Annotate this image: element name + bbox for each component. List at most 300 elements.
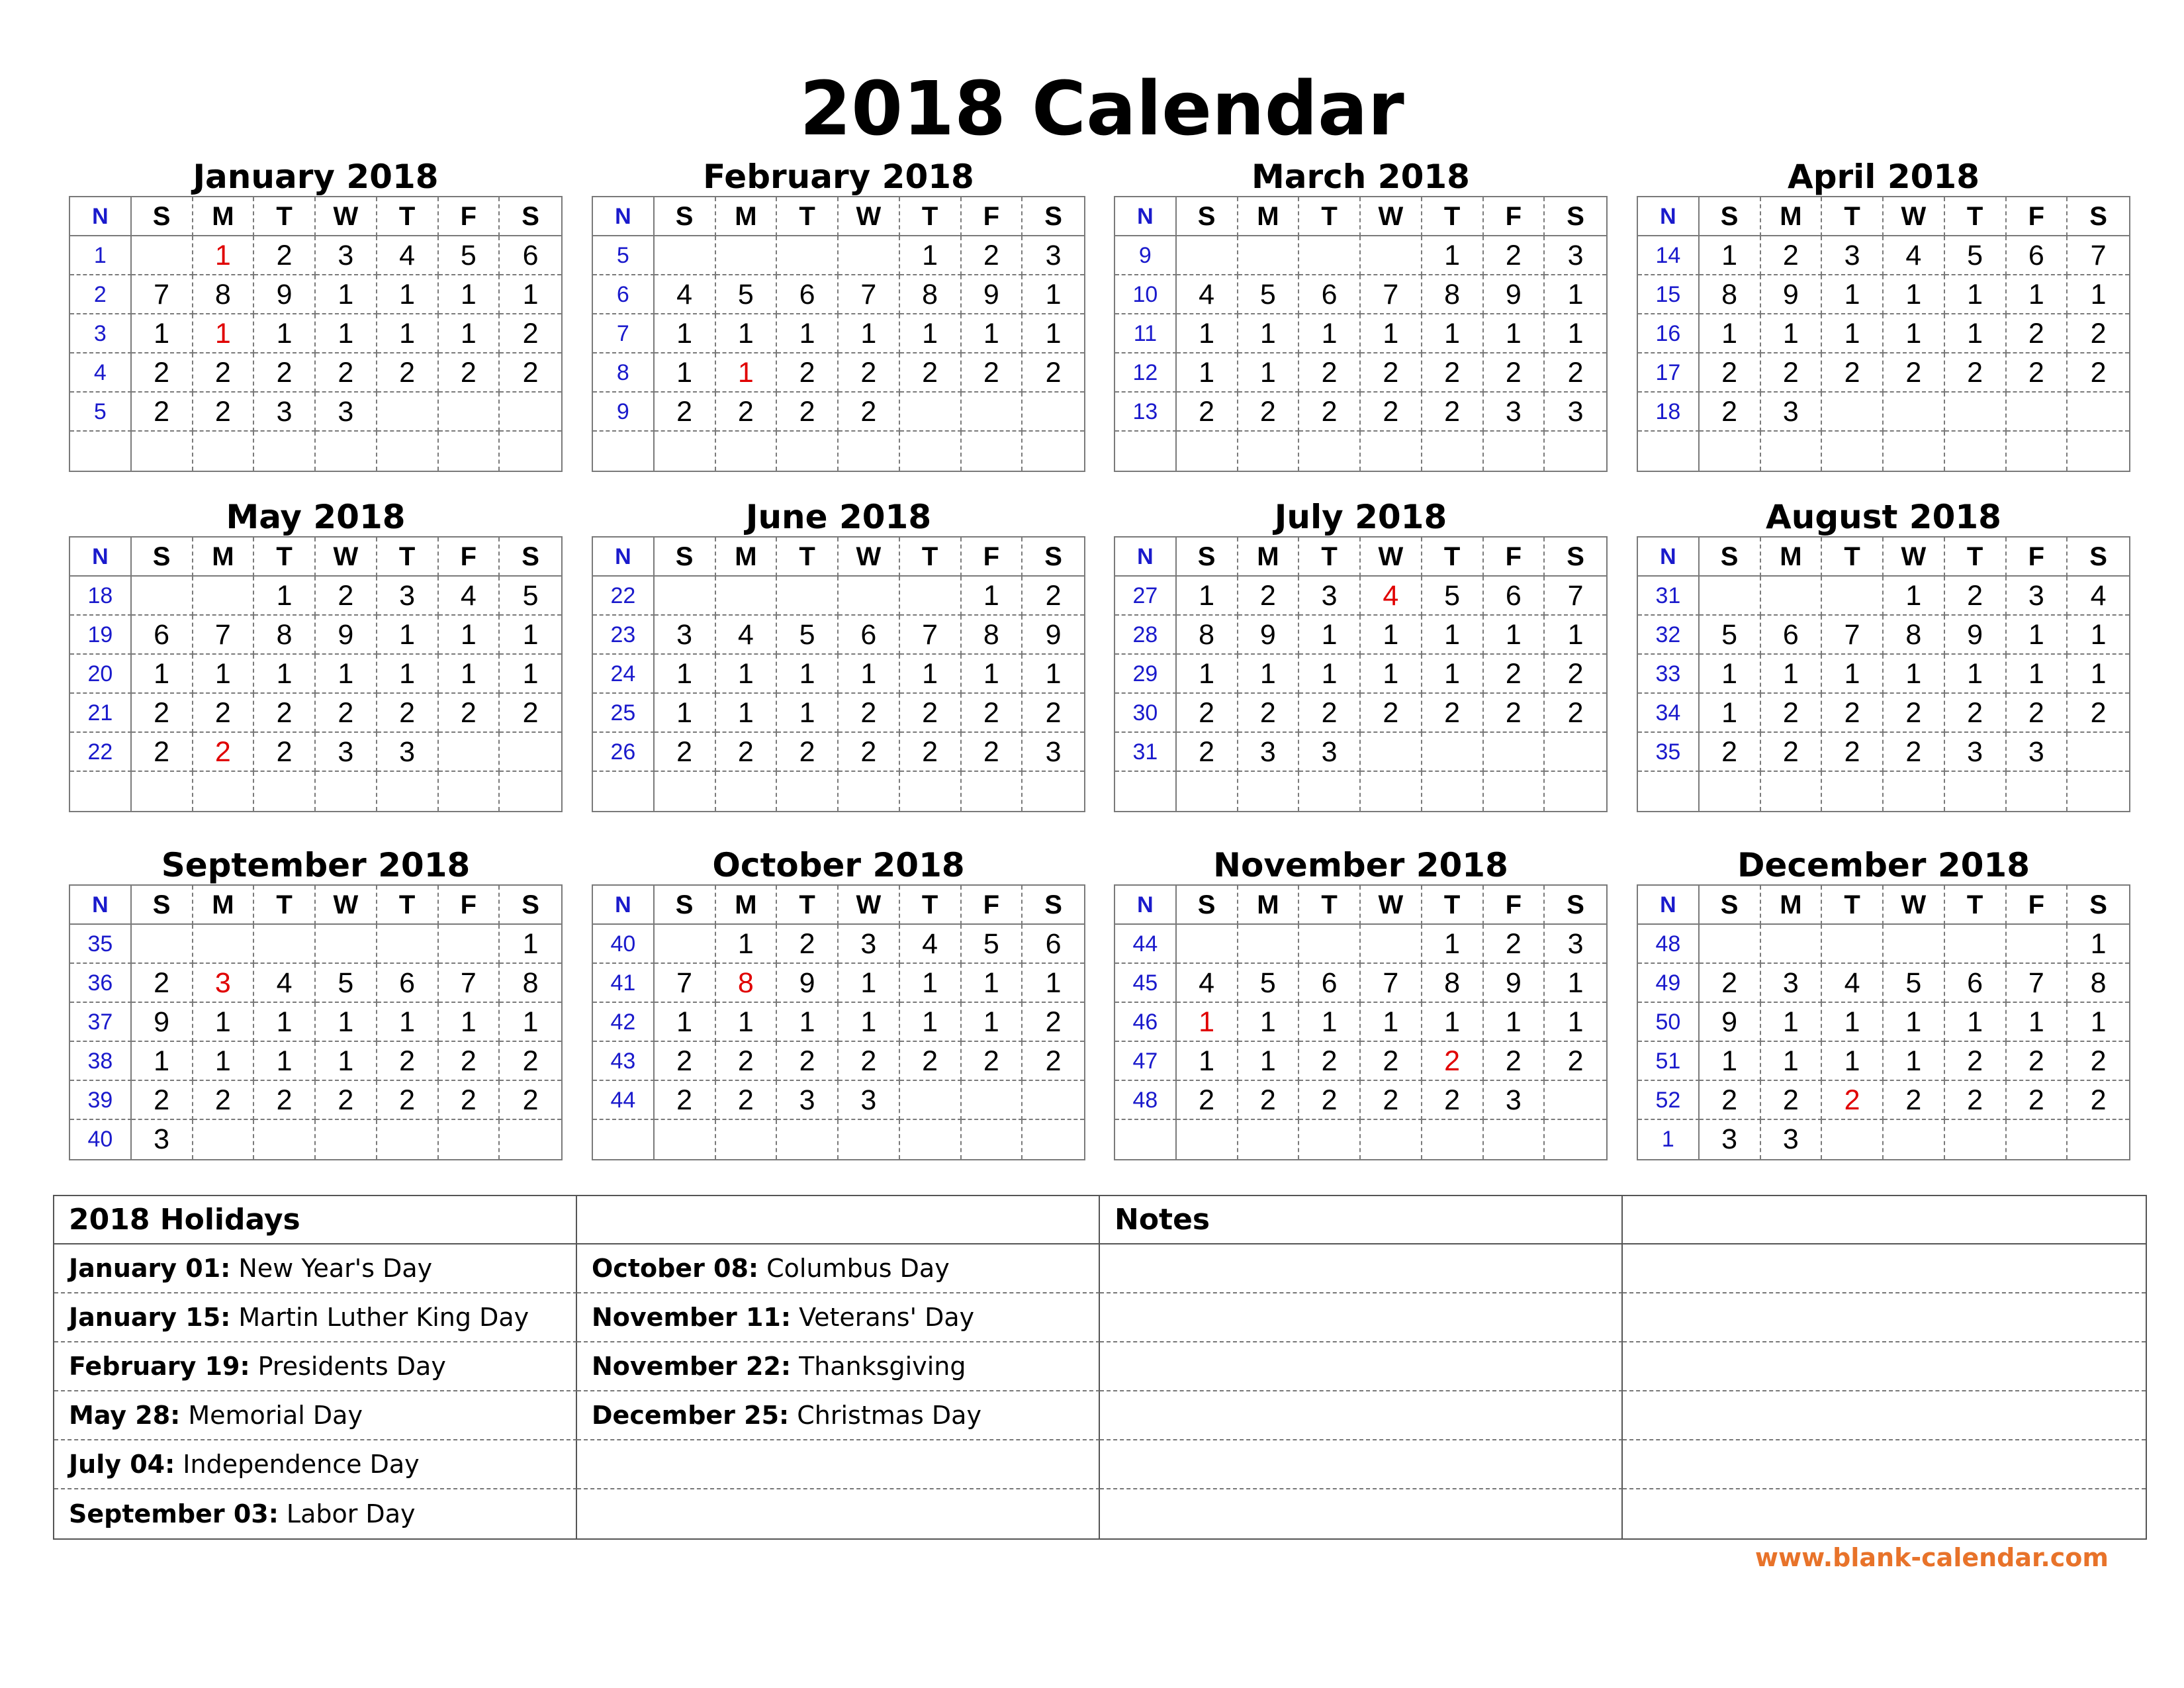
day-cell: 1 bbox=[1361, 1003, 1422, 1042]
day-cell: 2 bbox=[1884, 1081, 1945, 1120]
day-cell: 2 bbox=[500, 1042, 561, 1081]
day-header: S bbox=[1023, 197, 1084, 236]
day-cell: 1 bbox=[500, 1003, 561, 1042]
week-number: 52 bbox=[1638, 1081, 1700, 1120]
website-link[interactable]: www.blank-calendar.com bbox=[1754, 1543, 2109, 1572]
day-cell: 2 bbox=[777, 353, 839, 393]
day-cell: 2 bbox=[1238, 393, 1300, 432]
day-header: T bbox=[254, 538, 316, 577]
holiday-name: Labor Day bbox=[286, 1499, 416, 1528]
day-cell: 2 bbox=[254, 694, 316, 733]
day-cell: 3 bbox=[1023, 733, 1084, 772]
day-cell: 2 bbox=[1700, 733, 1761, 772]
day-cell: 1 bbox=[1177, 1042, 1238, 1081]
day-cell bbox=[900, 1081, 962, 1120]
day-cell bbox=[1884, 1120, 1945, 1159]
holidays-notes-table bbox=[53, 1195, 2147, 1540]
day-cell: 9 bbox=[777, 964, 839, 1003]
day-cell: 2 bbox=[1361, 1081, 1422, 1120]
day-cell bbox=[1884, 432, 1945, 471]
notes-line bbox=[1100, 1293, 1623, 1342]
day-cell: 2 bbox=[1545, 655, 1606, 694]
day-cell: 8 bbox=[500, 964, 561, 1003]
day-cell: 2 bbox=[439, 694, 500, 733]
month-grid bbox=[1637, 536, 2130, 812]
day-header: W bbox=[1884, 197, 1945, 236]
day-cell bbox=[900, 393, 962, 432]
day-header: T bbox=[1299, 886, 1361, 925]
day-header: T bbox=[777, 197, 839, 236]
day-cell: 8 bbox=[900, 275, 962, 314]
week-number: 12 bbox=[1115, 353, 1177, 393]
week-number: 5 bbox=[70, 393, 132, 432]
day-cell bbox=[1822, 772, 1884, 811]
notes-line bbox=[1623, 1293, 2146, 1342]
day-cell bbox=[1761, 432, 1823, 471]
day-cell bbox=[1023, 432, 1084, 471]
day-cell bbox=[1545, 432, 1606, 471]
day-cell bbox=[439, 925, 500, 964]
day-header: T bbox=[1822, 538, 1884, 577]
week-number: 1 bbox=[1638, 1120, 1700, 1159]
day-cell: 2 bbox=[962, 236, 1023, 275]
notes-line bbox=[1623, 1342, 2146, 1391]
day-cell: 1 bbox=[1299, 616, 1361, 655]
day-cell: 1 bbox=[1177, 353, 1238, 393]
day-cell: 2 bbox=[2068, 1042, 2129, 1081]
month-title: December 2018 bbox=[1737, 846, 2030, 884]
day-header: F bbox=[2007, 197, 2068, 236]
day-header: M bbox=[1761, 538, 1823, 577]
day-cell bbox=[1023, 1081, 1084, 1120]
day-cell: 6 bbox=[500, 236, 561, 275]
day-cell: 2 bbox=[1023, 577, 1084, 616]
day-cell bbox=[777, 432, 839, 471]
day-cell: 3 bbox=[132, 1120, 193, 1159]
week-number: 7 bbox=[593, 314, 655, 353]
day-cell: 1 bbox=[1422, 236, 1484, 275]
day-cell bbox=[193, 577, 255, 616]
day-cell: 1 bbox=[716, 694, 778, 733]
day-cell: 1 bbox=[1422, 616, 1484, 655]
day-cell bbox=[439, 393, 500, 432]
day-cell bbox=[1422, 432, 1484, 471]
day-cell bbox=[439, 772, 500, 811]
day-cell bbox=[500, 432, 561, 471]
day-cell: 1 bbox=[132, 1042, 193, 1081]
day-cell: 2 bbox=[1484, 925, 1545, 964]
day-cell: 7 bbox=[900, 616, 962, 655]
day-cell bbox=[777, 577, 839, 616]
day-header: W bbox=[1884, 538, 1945, 577]
day-cell bbox=[1361, 432, 1422, 471]
day-cell bbox=[1484, 733, 1545, 772]
day-cell: 9 bbox=[1761, 275, 1823, 314]
day-cell: 1 bbox=[1422, 655, 1484, 694]
day-header: M bbox=[716, 197, 778, 236]
day-cell: 1 bbox=[1884, 655, 1945, 694]
day-cell bbox=[2007, 925, 2068, 964]
day-cell: 1 bbox=[839, 314, 900, 353]
day-cell: 1 bbox=[1361, 655, 1422, 694]
day-cell bbox=[500, 1120, 561, 1159]
day-cell bbox=[962, 393, 1023, 432]
day-cell: 1 bbox=[1023, 275, 1084, 314]
day-header: M bbox=[716, 886, 778, 925]
day-cell: 2 bbox=[132, 393, 193, 432]
day-cell bbox=[1299, 236, 1361, 275]
day-cell: 1 bbox=[1884, 577, 1945, 616]
day-cell: 1 bbox=[655, 1003, 716, 1042]
month-title: August 2018 bbox=[1766, 498, 2001, 536]
page-title: 2018 Calendar bbox=[799, 66, 1404, 152]
day-cell: 1 bbox=[377, 1003, 439, 1042]
day-header: T bbox=[1822, 197, 1884, 236]
day-cell bbox=[900, 432, 962, 471]
day-cell: 1 bbox=[1545, 964, 1606, 1003]
week-number bbox=[70, 432, 132, 471]
day-header: S bbox=[1700, 197, 1761, 236]
holiday-date: May 28: bbox=[69, 1401, 181, 1430]
day-header: T bbox=[254, 197, 316, 236]
day-cell bbox=[1238, 1120, 1300, 1159]
week-number bbox=[1638, 772, 1700, 811]
day-header: T bbox=[900, 886, 962, 925]
day-cell bbox=[1945, 772, 2007, 811]
week-number: 15 bbox=[1638, 275, 1700, 314]
day-cell: 2 bbox=[1361, 1042, 1422, 1081]
day-cell bbox=[1238, 925, 1300, 964]
day-cell: 1 bbox=[1884, 1042, 1945, 1081]
day-cell: 3 bbox=[254, 393, 316, 432]
day-cell bbox=[1945, 1120, 2007, 1159]
day-cell: 2 bbox=[2068, 353, 2129, 393]
holiday-entry bbox=[54, 1489, 577, 1538]
day-header: S bbox=[1545, 538, 1606, 577]
day-cell: 2 bbox=[839, 733, 900, 772]
day-cell: 2 bbox=[2007, 694, 2068, 733]
day-cell: 1 bbox=[1884, 1003, 1945, 1042]
week-number: 27 bbox=[1115, 577, 1177, 616]
day-cell: 2 bbox=[1545, 1042, 1606, 1081]
day-cell bbox=[1299, 432, 1361, 471]
day-cell: 8 bbox=[962, 616, 1023, 655]
day-cell: 2 bbox=[1822, 1081, 1884, 1120]
day-cell: 1 bbox=[1761, 655, 1823, 694]
month-title: November 2018 bbox=[1213, 846, 1508, 884]
day-cell: 8 bbox=[1700, 275, 1761, 314]
day-cell bbox=[839, 236, 900, 275]
day-cell: 2 bbox=[193, 393, 255, 432]
month-title: February 2018 bbox=[703, 158, 974, 196]
week-number-header: N bbox=[70, 197, 132, 236]
day-cell: 1 bbox=[1484, 1003, 1545, 1042]
day-cell bbox=[2007, 432, 2068, 471]
day-cell: 2 bbox=[2007, 353, 2068, 393]
day-header: M bbox=[1238, 538, 1300, 577]
day-cell: 1 bbox=[1945, 1003, 2007, 1042]
day-cell bbox=[716, 236, 778, 275]
day-header: T bbox=[1299, 197, 1361, 236]
day-header: F bbox=[962, 197, 1023, 236]
day-header: T bbox=[1822, 886, 1884, 925]
holiday-entry bbox=[577, 1489, 1100, 1538]
holiday-date: October 08: bbox=[592, 1254, 759, 1283]
day-header: S bbox=[132, 886, 193, 925]
day-cell: 2 bbox=[962, 1042, 1023, 1081]
day-cell: 1 bbox=[962, 964, 1023, 1003]
month-july bbox=[1114, 498, 1608, 812]
day-cell: 2 bbox=[2007, 314, 2068, 353]
day-cell: 2 bbox=[839, 1042, 900, 1081]
day-cell bbox=[132, 925, 193, 964]
day-cell: 4 bbox=[655, 275, 716, 314]
day-cell bbox=[316, 772, 377, 811]
day-header: T bbox=[377, 538, 439, 577]
day-cell: 1 bbox=[193, 1042, 255, 1081]
week-number: 35 bbox=[1638, 733, 1700, 772]
week-number: 9 bbox=[1115, 236, 1177, 275]
day-cell bbox=[1545, 733, 1606, 772]
week-number: 26 bbox=[593, 733, 655, 772]
day-header: T bbox=[900, 197, 962, 236]
day-cell: 3 bbox=[1761, 1120, 1823, 1159]
day-header: S bbox=[500, 538, 561, 577]
day-cell: 7 bbox=[1822, 616, 1884, 655]
day-cell: 1 bbox=[193, 236, 255, 275]
day-cell: 9 bbox=[1945, 616, 2007, 655]
day-cell bbox=[439, 432, 500, 471]
day-cell: 2 bbox=[132, 733, 193, 772]
day-cell: 2 bbox=[1484, 655, 1545, 694]
day-cell bbox=[1700, 772, 1761, 811]
day-cell bbox=[1822, 393, 1884, 432]
day-cell: 1 bbox=[1238, 314, 1300, 353]
day-cell: 2 bbox=[1761, 353, 1823, 393]
day-header: T bbox=[377, 197, 439, 236]
month-title: January 2018 bbox=[193, 158, 439, 196]
day-cell: 6 bbox=[132, 616, 193, 655]
day-cell bbox=[839, 432, 900, 471]
day-cell: 1 bbox=[1023, 314, 1084, 353]
day-cell: 2 bbox=[1945, 694, 2007, 733]
week-number: 20 bbox=[70, 655, 132, 694]
week-number: 44 bbox=[593, 1081, 655, 1120]
day-cell bbox=[1361, 236, 1422, 275]
day-cell: 1 bbox=[377, 616, 439, 655]
day-cell: 1 bbox=[1545, 616, 1606, 655]
day-cell: 2 bbox=[839, 694, 900, 733]
week-number: 32 bbox=[1638, 616, 1700, 655]
day-cell bbox=[716, 432, 778, 471]
day-header: T bbox=[377, 886, 439, 925]
day-cell: 2 bbox=[1299, 694, 1361, 733]
day-cell: 1 bbox=[1822, 314, 1884, 353]
week-number-header: N bbox=[593, 538, 655, 577]
day-cell: 1 bbox=[1238, 1003, 1300, 1042]
day-header: T bbox=[900, 538, 962, 577]
day-cell: 2 bbox=[1822, 694, 1884, 733]
day-cell: 1 bbox=[500, 925, 561, 964]
month-grid bbox=[592, 196, 1085, 472]
day-cell: 3 bbox=[1023, 236, 1084, 275]
day-cell: 3 bbox=[2007, 733, 2068, 772]
month-september bbox=[69, 846, 563, 1160]
day-cell: 1 bbox=[839, 1003, 900, 1042]
week-number-header: N bbox=[1638, 197, 1700, 236]
week-number: 47 bbox=[1115, 1042, 1177, 1081]
day-header: F bbox=[2007, 886, 2068, 925]
notes-line bbox=[1623, 1489, 2146, 1538]
day-cell: 7 bbox=[655, 964, 716, 1003]
day-cell bbox=[193, 432, 255, 471]
week-number: 14 bbox=[1638, 236, 1700, 275]
day-cell: 1 bbox=[1177, 314, 1238, 353]
holidays-header-blank bbox=[577, 1196, 1100, 1244]
day-cell: 2 bbox=[716, 393, 778, 432]
day-cell bbox=[316, 432, 377, 471]
day-cell: 1 bbox=[1945, 655, 2007, 694]
month-grid bbox=[1114, 196, 1608, 472]
day-cell: 2 bbox=[655, 733, 716, 772]
day-cell: 4 bbox=[377, 236, 439, 275]
day-cell: 1 bbox=[1700, 1042, 1761, 1081]
day-cell: 3 bbox=[377, 733, 439, 772]
day-cell: 1 bbox=[1545, 1003, 1606, 1042]
day-header: S bbox=[655, 538, 716, 577]
day-cell: 1 bbox=[1700, 694, 1761, 733]
day-cell: 1 bbox=[962, 577, 1023, 616]
day-cell: 1 bbox=[655, 314, 716, 353]
day-cell bbox=[777, 236, 839, 275]
month-title: March 2018 bbox=[1251, 158, 1470, 196]
week-number-header: N bbox=[593, 197, 655, 236]
day-cell: 4 bbox=[1822, 964, 1884, 1003]
day-cell: 6 bbox=[1761, 616, 1823, 655]
week-number: 48 bbox=[1115, 1081, 1177, 1120]
day-cell bbox=[839, 772, 900, 811]
day-cell: 1 bbox=[1177, 577, 1238, 616]
week-number: 21 bbox=[70, 694, 132, 733]
month-title: May 2018 bbox=[226, 498, 406, 536]
day-cell bbox=[1299, 1120, 1361, 1159]
day-cell: 1 bbox=[193, 1003, 255, 1042]
day-cell: 2 bbox=[132, 1081, 193, 1120]
day-cell: 1 bbox=[2068, 275, 2129, 314]
week-number-header: N bbox=[1638, 538, 1700, 577]
day-header: S bbox=[1545, 886, 1606, 925]
day-cell: 2 bbox=[1700, 353, 1761, 393]
week-number bbox=[1115, 772, 1177, 811]
day-cell: 2 bbox=[900, 694, 962, 733]
day-cell: 2 bbox=[1884, 694, 1945, 733]
day-cell bbox=[1023, 1120, 1084, 1159]
day-cell: 2 bbox=[132, 353, 193, 393]
month-december bbox=[1637, 846, 2130, 1160]
day-cell: 2 bbox=[1361, 694, 1422, 733]
month-june bbox=[592, 498, 1085, 812]
day-cell bbox=[2068, 432, 2129, 471]
day-header: M bbox=[193, 886, 255, 925]
notes-line bbox=[1100, 1440, 1623, 1489]
day-cell: 1 bbox=[1945, 314, 2007, 353]
day-cell: 1 bbox=[962, 655, 1023, 694]
day-cell bbox=[655, 772, 716, 811]
day-cell bbox=[1299, 925, 1361, 964]
day-cell bbox=[377, 772, 439, 811]
day-cell bbox=[1761, 772, 1823, 811]
day-cell: 2 bbox=[1945, 1042, 2007, 1081]
day-cell: 4 bbox=[716, 616, 778, 655]
day-cell: 2 bbox=[962, 733, 1023, 772]
day-cell: 3 bbox=[655, 616, 716, 655]
day-cell: 1 bbox=[962, 1003, 1023, 1042]
day-cell: 3 bbox=[316, 393, 377, 432]
day-header: W bbox=[1884, 886, 1945, 925]
day-cell bbox=[132, 236, 193, 275]
holiday-entry bbox=[577, 1293, 1100, 1342]
notes-line bbox=[1623, 1244, 2146, 1293]
week-number: 18 bbox=[70, 577, 132, 616]
day-cell bbox=[2068, 1120, 2129, 1159]
day-cell: 1 bbox=[254, 1042, 316, 1081]
day-cell bbox=[1884, 772, 1945, 811]
day-cell: 1 bbox=[1484, 314, 1545, 353]
day-cell bbox=[962, 1081, 1023, 1120]
day-cell: 1 bbox=[962, 314, 1023, 353]
day-cell: 4 bbox=[1177, 964, 1238, 1003]
day-cell: 1 bbox=[439, 275, 500, 314]
day-header: T bbox=[1422, 197, 1484, 236]
day-cell: 7 bbox=[1361, 964, 1422, 1003]
day-cell: 6 bbox=[2007, 236, 2068, 275]
day-header: T bbox=[1422, 538, 1484, 577]
day-header: S bbox=[500, 197, 561, 236]
day-header: T bbox=[777, 538, 839, 577]
day-header: T bbox=[1945, 886, 2007, 925]
day-cell: 2 bbox=[254, 236, 316, 275]
week-number: 38 bbox=[70, 1042, 132, 1081]
day-cell: 1 bbox=[377, 314, 439, 353]
day-cell: 2 bbox=[1422, 1081, 1484, 1120]
month-grid bbox=[592, 536, 1085, 812]
day-header: W bbox=[839, 538, 900, 577]
day-cell: 5 bbox=[1422, 577, 1484, 616]
day-header: F bbox=[962, 538, 1023, 577]
day-cell: 2 bbox=[777, 1042, 839, 1081]
day-cell bbox=[254, 1120, 316, 1159]
day-cell: 5 bbox=[962, 925, 1023, 964]
day-cell: 1 bbox=[1884, 275, 1945, 314]
day-cell: 1 bbox=[1023, 964, 1084, 1003]
day-cell: 1 bbox=[316, 314, 377, 353]
day-cell: 2 bbox=[1484, 1042, 1545, 1081]
day-cell: 1 bbox=[1177, 655, 1238, 694]
day-header: S bbox=[132, 197, 193, 236]
day-cell: 1 bbox=[316, 1042, 377, 1081]
day-cell: 1 bbox=[716, 925, 778, 964]
day-cell bbox=[1023, 772, 1084, 811]
week-number: 22 bbox=[593, 577, 655, 616]
day-cell: 2 bbox=[1361, 353, 1422, 393]
day-header: W bbox=[316, 538, 377, 577]
day-cell: 1 bbox=[1761, 314, 1823, 353]
day-cell: 4 bbox=[254, 964, 316, 1003]
day-cell: 3 bbox=[1545, 393, 1606, 432]
day-cell: 1 bbox=[839, 655, 900, 694]
week-number: 36 bbox=[70, 964, 132, 1003]
day-cell bbox=[1361, 772, 1422, 811]
